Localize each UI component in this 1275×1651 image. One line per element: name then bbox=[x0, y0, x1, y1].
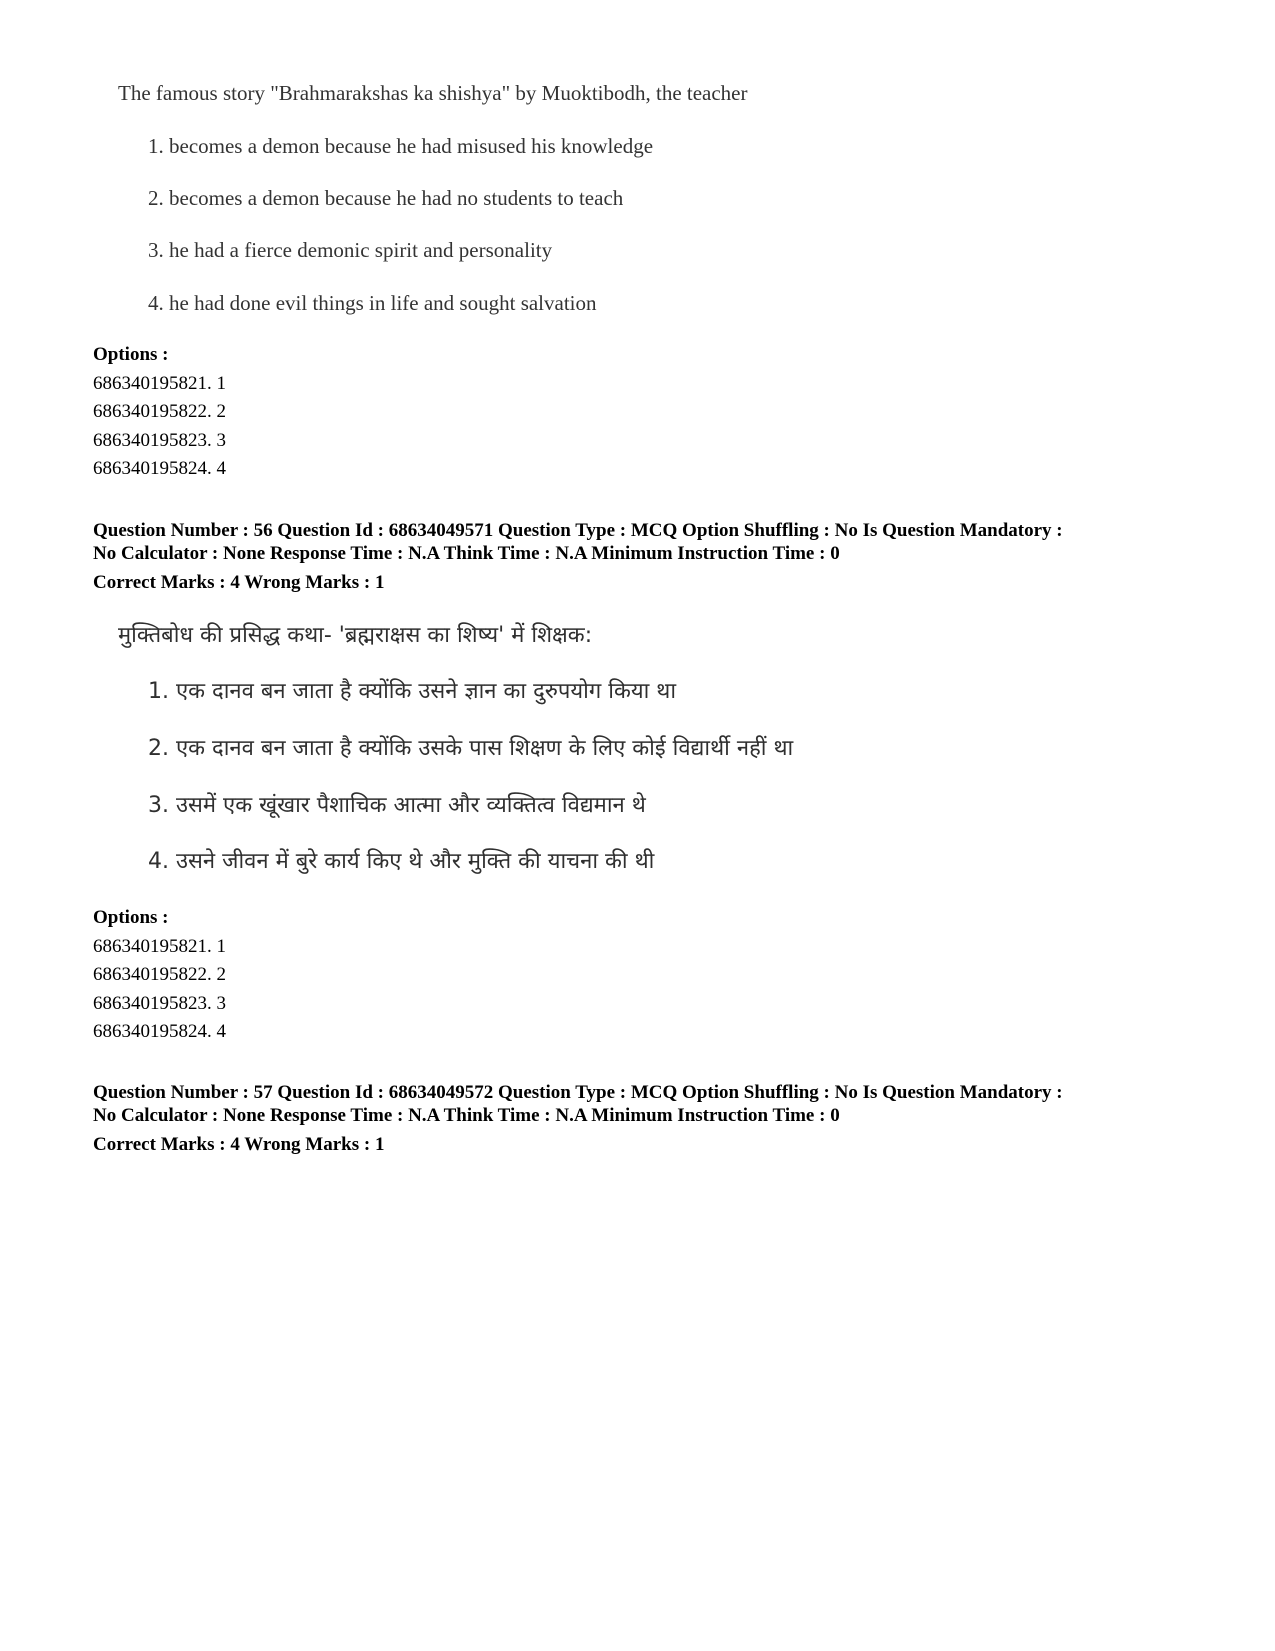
question-marks: Correct Marks : 4 Wrong Marks : 1 bbox=[93, 1134, 385, 1155]
question-choice: 1. becomes a demon because he had misused his knowledge bbox=[148, 134, 654, 158]
question-55-options bbox=[93, 341, 226, 484]
options-label: Options : bbox=[93, 344, 169, 365]
option-item: 686340195822. 2 bbox=[93, 964, 226, 985]
option-item: 686340195824. 4 bbox=[93, 1021, 226, 1042]
option-item: 686340195821. 1 bbox=[93, 935, 226, 957]
question-55-image bbox=[118, 81, 748, 315]
option-item: 686340195821. 1 bbox=[93, 372, 226, 394]
option-item: 686340195824. 4 bbox=[93, 458, 226, 479]
question-choice: 3. he had a fierce demonic spirit and personality bbox=[148, 238, 553, 262]
question-meta-line: Question Number : 57 Question Id : 68634049572 Question Type : MCQ Option Shuffling : No Is Question Mandatory : bbox=[93, 1082, 1063, 1103]
option-item: 686340195823. 3 bbox=[93, 992, 226, 1014]
option-item: 686340195822. 2 bbox=[93, 401, 226, 422]
question-stem: The famous story "Brahmarakshas ka shishya" by Muoktibodh, the teacher bbox=[118, 81, 748, 105]
question-choice: 4. he had done evil things in life and sought salvation bbox=[148, 291, 597, 315]
question-56-meta bbox=[93, 519, 1063, 594]
question-56-image bbox=[118, 622, 794, 874]
question-choice: 2. एक दानव बन जाता है क्योंकि उसके पास शिक्षण के लिए कोई विद्यार्थी नहीं था bbox=[148, 736, 794, 761]
question-56-options bbox=[93, 904, 226, 1047]
question-choice: 3. उसमें एक खूंखार पैशाचिक आत्मा और व्यक्तित्व विद्यमान थे bbox=[148, 793, 646, 818]
question-meta-line: No Calculator : None Response Time : N.A Think Time : N.A Minimum Instruction Time : 0 bbox=[93, 1105, 840, 1126]
question-stem: मुक्तिबोध की प्रसिद्ध कथा- 'ब्रह्मराक्षस का शिष्य' में शिक्षक: bbox=[118, 623, 593, 648]
question-meta-line: Question Number : 56 Question Id : 68634049571 Question Type : MCQ Option Shuffling : No Is Question Mandatory : bbox=[93, 520, 1063, 541]
question-meta-line: No Calculator : None Response Time : N.A Think Time : N.A Minimum Instruction Time : 0 bbox=[93, 543, 840, 564]
question-marks: Correct Marks : 4 Wrong Marks : 1 bbox=[93, 572, 385, 593]
question-57-meta bbox=[93, 1081, 1063, 1156]
question-choice: 1. एक दानव बन जाता है क्योंकि उसने ज्ञान का दुरुपयोग किया था bbox=[148, 679, 677, 704]
option-item: 686340195823. 3 bbox=[93, 429, 226, 451]
question-choice: 4. उसने जीवन में बुरे कार्य किए थे और मुक्ति की याचना की थी bbox=[148, 849, 655, 874]
options-label: Options : bbox=[93, 907, 169, 928]
question-choice: 2. becomes a demon because he had no students to teach bbox=[148, 186, 624, 210]
